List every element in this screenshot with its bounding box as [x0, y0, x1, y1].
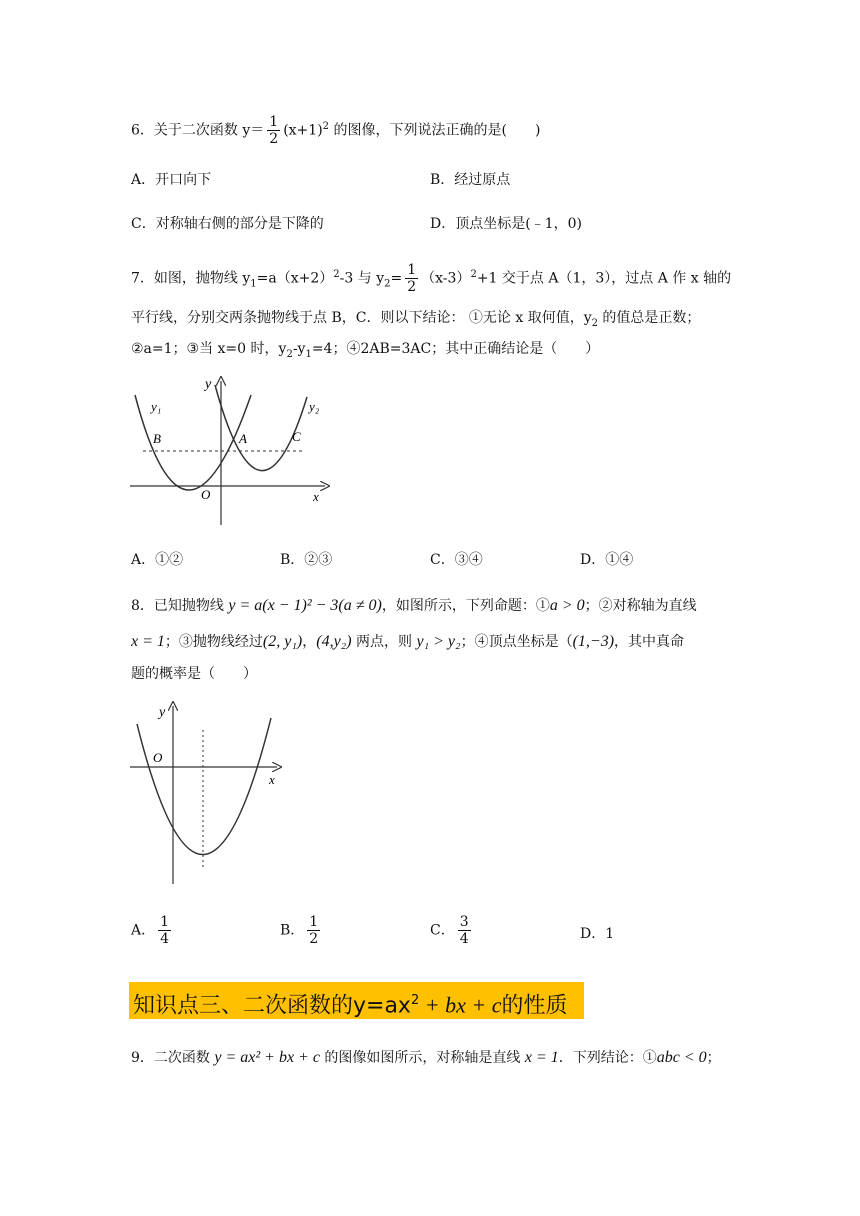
- q7-stem-line2: 平行线，分别交两条抛物线于点 B，C．则以下结论： ①无论 x 取何值，$y_2$ 的值总是正数；: [131, 310, 701, 329]
- q7-label-c: C: [292, 429, 301, 444]
- q8-graph: [125, 700, 285, 888]
- q7-parabola-y2: [215, 385, 307, 471]
- q8-option-d[interactable]: D．1: [580, 926, 615, 942]
- q8-label-o: O: [153, 750, 163, 765]
- q8-stem-line1: 8．已知抛物线 y = a(x − 1)² − 3(a ≠ 0)，如图所示，下列命题：①a > 0；②对称轴为直线: [131, 597, 697, 614]
- q7-label-o: O: [201, 487, 211, 502]
- q9-stem: 9．二次函数 y = ax² + bx + c 的图像如图所示，对称轴是直线 x = 1．下列结论：①abc < 0；: [131, 1049, 721, 1066]
- q7-fraction: $\frac{1}{2}$: [407, 262, 417, 295]
- q7-stem-line1: 7．如图，抛物线 $y_1=a(x+2)^2-3$ 与 $y_2=$ $\frac{1}{2}$ $(x-3)^2+1$ 交于点 A（1，3），过点 A 作 x 轴的: [131, 262, 732, 295]
- q6-option-a[interactable]: A．开口向下: [131, 172, 212, 188]
- q6-option-b[interactable]: B．经过原点: [430, 172, 511, 188]
- q7-graph: [125, 375, 335, 530]
- q8-parabola: [137, 718, 271, 855]
- q7-label-y: y: [205, 377, 212, 392]
- q8-stem-line2: x = 1；③抛物线经过(2, y₁)，(4,y₂) 两点，则 y₁ > y₂；④顶点坐标是（(1,−3)，其中真命: [131, 633, 685, 650]
- q7-option-d[interactable]: D．①④: [580, 552, 634, 568]
- section-heading: 知识点三、二次函数的$y=ax^2$ + bx + c的性质: [129, 982, 584, 1019]
- q8-stem-line3: 题的概率是（ ）: [131, 666, 257, 682]
- q7-option-c[interactable]: C．③④: [430, 552, 483, 568]
- q6-fraction: $\frac{1}{2}$: [269, 114, 279, 147]
- q6-option-c[interactable]: C．对称轴右侧的部分是下降的: [131, 216, 324, 232]
- q8-option-b[interactable]: B． $\frac{1}{2}$: [280, 914, 319, 947]
- q8-label-x: x: [269, 772, 275, 787]
- q7-label-b: B: [153, 431, 161, 446]
- q6-option-d[interactable]: D．顶点坐标是(﹣1，0): [430, 216, 582, 232]
- q7-label-y2: y₂: [309, 399, 320, 414]
- q8-label-y: y: [159, 705, 166, 720]
- q7-label-a: A: [239, 431, 247, 446]
- q8-option-c[interactable]: C． $\frac{3}{4}$: [430, 914, 469, 947]
- q7-label-x: x: [313, 489, 319, 504]
- q6-stem: 6．关于二次函数 y＝ $\frac{1}{2}$ $(x+1)^2$ 的图像，下列说法正确的是( ): [131, 114, 541, 147]
- q8-option-a[interactable]: A． $\frac{1}{4}$: [131, 914, 170, 947]
- q7-option-a[interactable]: A．①②: [131, 552, 184, 568]
- q7-option-b[interactable]: B．②③: [280, 552, 333, 568]
- q7-stem-line3: ②a=1；③当 x=0 时，$y_2-y_1=4$；④2AB=3AC；其中正确结论是（ ）: [131, 341, 600, 360]
- q7-label-y1: y₁: [151, 399, 162, 414]
